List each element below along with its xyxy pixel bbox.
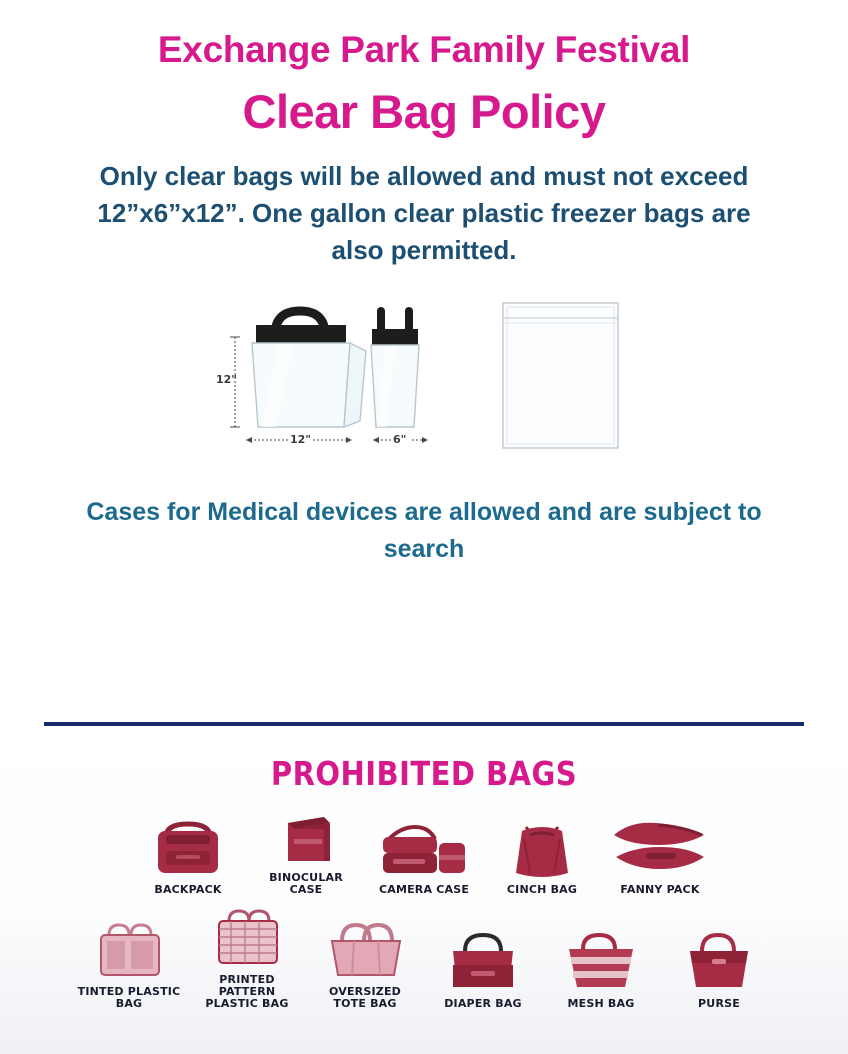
printed-pattern-plastic-bag-icon bbox=[205, 907, 289, 969]
prohibited-bag-binocular-case bbox=[252, 805, 360, 897]
prohibited-bag-mesh-bag bbox=[547, 931, 655, 1010]
bag-label: BACKPACK bbox=[154, 883, 222, 897]
prohibited-bag-purse bbox=[665, 931, 773, 1010]
bag-label: DIAPER BAG bbox=[444, 997, 522, 1011]
bag-label: BINOCULAR CASE bbox=[269, 871, 343, 897]
prohibited-bags-row-2 bbox=[0, 907, 848, 1011]
prohibited-bag-tinted-plastic-bag bbox=[75, 919, 183, 1011]
bag-label: PRINTED PATTERN PLASTIC BAG bbox=[205, 972, 289, 1011]
binocular-case-icon bbox=[264, 805, 348, 867]
mesh-bag-icon bbox=[555, 931, 647, 993]
width-dimension-label: 12" bbox=[290, 432, 312, 446]
policy-intro-text: Only clear bags will be allowed and must not exceed 12”x6”x12”. One gallon clear plastic freezer bags are also permitted. bbox=[97, 161, 751, 265]
prohibited-bags-section bbox=[0, 736, 848, 1054]
prohibited-bag-diaper-bag bbox=[429, 931, 537, 1010]
cinch-bag-icon bbox=[500, 817, 584, 879]
prohibited-bag-cinch-bag bbox=[488, 817, 596, 896]
backpack-icon bbox=[146, 817, 230, 879]
prohibited-bag-backpack bbox=[134, 817, 242, 896]
bag-label: FANNY PACK bbox=[620, 883, 700, 897]
prohibited-bags-row-1 bbox=[0, 805, 848, 897]
bag-label: PURSE bbox=[698, 997, 740, 1011]
bag-size-diagram bbox=[0, 285, 848, 470]
bag-label: CAMERA CASE bbox=[378, 883, 470, 897]
prohibited-bag-oversized-tote-bag bbox=[311, 919, 419, 1011]
bag-label: CINCH BAG bbox=[506, 883, 578, 897]
medical-devices-text: Cases for Medical devices are allowed and are subject to search bbox=[86, 497, 762, 564]
clear-freezer-bag bbox=[503, 303, 618, 448]
depth-dimension-label: 6" bbox=[393, 432, 407, 446]
bag-label: TINTED PLASTIC BAG bbox=[77, 984, 181, 1011]
prohibited-bag-fanny-pack bbox=[606, 817, 714, 896]
purse-icon bbox=[676, 931, 762, 993]
clear-tote-bag bbox=[252, 311, 366, 427]
prohibited-bags-title: PROHIBITED BAGS bbox=[270, 754, 578, 793]
clear-bag-policy-flyer bbox=[0, 30, 848, 1054]
prohibited-bag-camera-case bbox=[370, 817, 478, 896]
festival-title: Exchange Park Family Festival bbox=[157, 29, 691, 70]
camera-case-icon bbox=[375, 817, 473, 879]
diaper-bag-icon bbox=[437, 931, 529, 993]
height-dimension-label: 12" bbox=[216, 372, 238, 386]
bag-label: OVERSIZED TOTE BAG bbox=[329, 984, 401, 1011]
bag-label: MESH BAG bbox=[567, 997, 635, 1011]
fanny-pack-icon bbox=[606, 817, 714, 879]
section-divider bbox=[44, 722, 804, 726]
prohibited-bag-printed-pattern-plastic-bag bbox=[193, 907, 301, 1011]
policy-title: Clear Bag Policy bbox=[242, 84, 606, 138]
tinted-plastic-bag-icon bbox=[89, 919, 169, 981]
clear-tote-bag-side bbox=[371, 311, 419, 427]
oversized-tote-bag-icon bbox=[316, 919, 414, 981]
